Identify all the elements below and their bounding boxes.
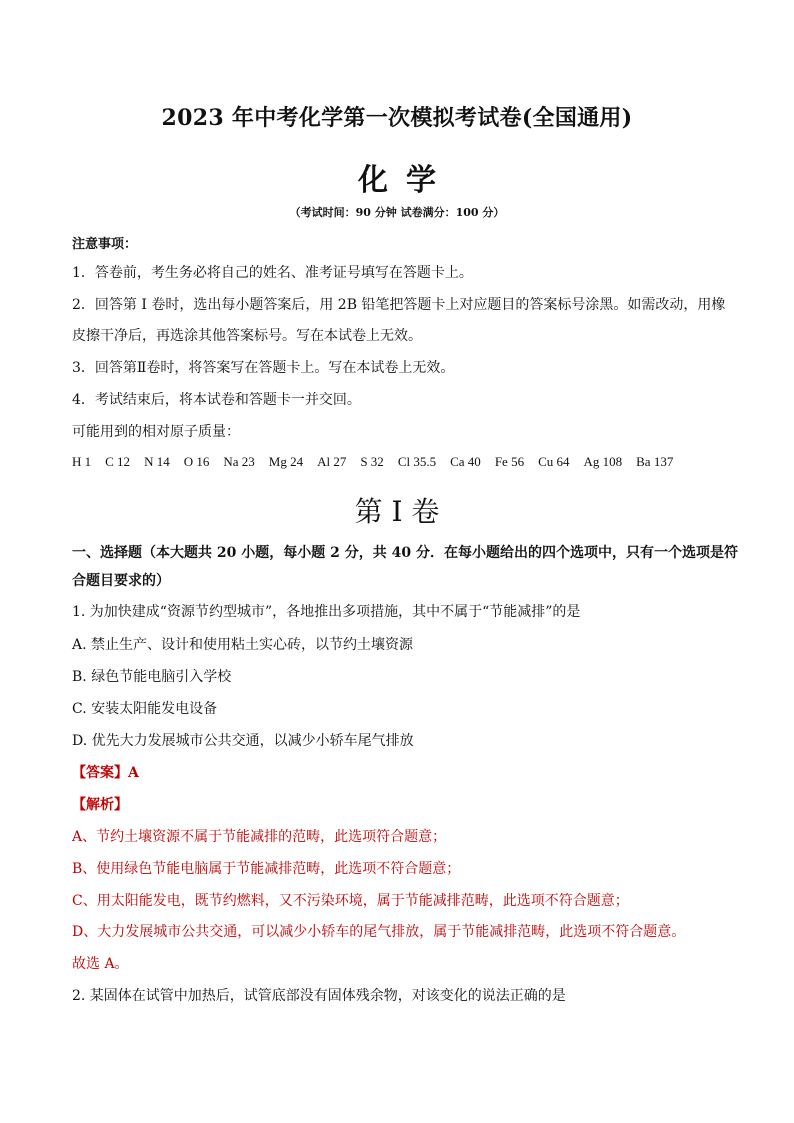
atomic-mass-item: Fe 56 xyxy=(494,454,525,469)
question-1-answer: 【答案】A xyxy=(72,765,139,781)
question-1-option-a: A. 禁止生产、设计和使用粘土实心砖，以节约土壤资源 xyxy=(72,637,414,653)
question-1-stem: 1. 为加快建成“资源节约型城市”，各地推出多项措施，其中不属于“节能减排”的是 xyxy=(72,604,581,620)
question-1-analysis-label: 【解析】 xyxy=(72,797,128,813)
atomic-mass-item: S 32 xyxy=(360,454,384,469)
analysis-conclusion: 故选 A。 xyxy=(72,956,129,972)
atomic-mass-item: C 12 xyxy=(105,454,131,469)
note-item-3: 3．回答第Ⅱ卷时，将答案写在答题卡上。写在本试卷上无效。 xyxy=(72,360,455,376)
analysis-line-a: A、节约土壤资源不属于节能减排的范畴，此选项符合题意； xyxy=(72,829,447,845)
atomic-mass-item: Mg 24 xyxy=(268,454,304,469)
atomic-mass-item: Ca 40 xyxy=(450,454,481,469)
subject-title: 化学 xyxy=(358,163,454,198)
atomic-mass-item: N 14 xyxy=(144,454,170,469)
question-2-stem: 2. 某固体在试管中加热后，试管底部没有固体残余物，对该变化的说法正确的是 xyxy=(72,988,566,1004)
part-heading-line-2: 合题目要求的） xyxy=(72,573,170,589)
notes-heading: 注意事项： xyxy=(72,237,138,252)
question-1-option-b: B. 绿色节能电脑引入学校 xyxy=(72,669,232,685)
atomic-mass-item: Ag 108 xyxy=(583,454,623,469)
analysis-line-c: C、用太阳能发电，既节约燃料，又不污染环境，属于节能减排范畴，此选项不符合题意； xyxy=(72,893,629,909)
note-item-1: 1．答卷前，考生务必将自己的姓名、准考证号填写在答题卡上。 xyxy=(72,265,473,281)
atomic-mass-item: Na 23 xyxy=(223,454,255,469)
part-heading-line-1: 一、选择题（本大题共 20 小题，每小题 2 分，共 40 分．在每小题给出的四个选项中，只有一个选项是符 xyxy=(72,545,738,561)
analysis-line-b: B、使用绿色节能电脑属于节能减排范畴，此选项不符合题意； xyxy=(72,861,461,877)
atomic-mass-item: Al 27 xyxy=(317,454,347,469)
note-item-2: 2．回答第 I 卷时，选出每小题答案后，用 2B 铅笔把答题卡上对应题目的答案标号涂黑。如需改动，用橡 xyxy=(72,297,726,313)
atomic-mass-item: Cu 64 xyxy=(538,454,570,469)
exam-time-score: （考试时间：90 分钟 试卷满分：100 分） xyxy=(289,206,505,219)
question-1-option-c: C. 安装太阳能发电设备 xyxy=(72,701,218,717)
section-title: 第 I 卷 xyxy=(354,495,440,528)
question-1-option-d: D. 优先大力发展城市公共交通，以减少小轿车尾气排放 xyxy=(72,733,414,749)
analysis-line-d: D、大力发展城市公共交通，可以减少小轿车的尾气排放，属于节能减排范畴，此选项不符合题意。 xyxy=(72,924,686,940)
note-item-2-cont: 皮擦干净后，再选涂其他答案标号。写在本试卷上无效。 xyxy=(72,328,422,344)
atomic-mass-item: Ba 137 xyxy=(636,454,674,469)
exam-title: 2023 年中考化学第一次模拟考试卷(全国通用) xyxy=(161,105,633,131)
atomic-mass-list xyxy=(72,454,687,470)
atomic-mass-heading: 可能用到的相对原子质量： xyxy=(72,424,240,440)
note-item-4: 4．考试结束后，将本试卷和答题卡一并交回。 xyxy=(72,392,361,408)
atomic-mass-item: H 1 xyxy=(72,454,92,469)
atomic-mass-item: Cl 35.5 xyxy=(397,454,437,469)
atomic-mass-item: O 16 xyxy=(183,454,210,469)
